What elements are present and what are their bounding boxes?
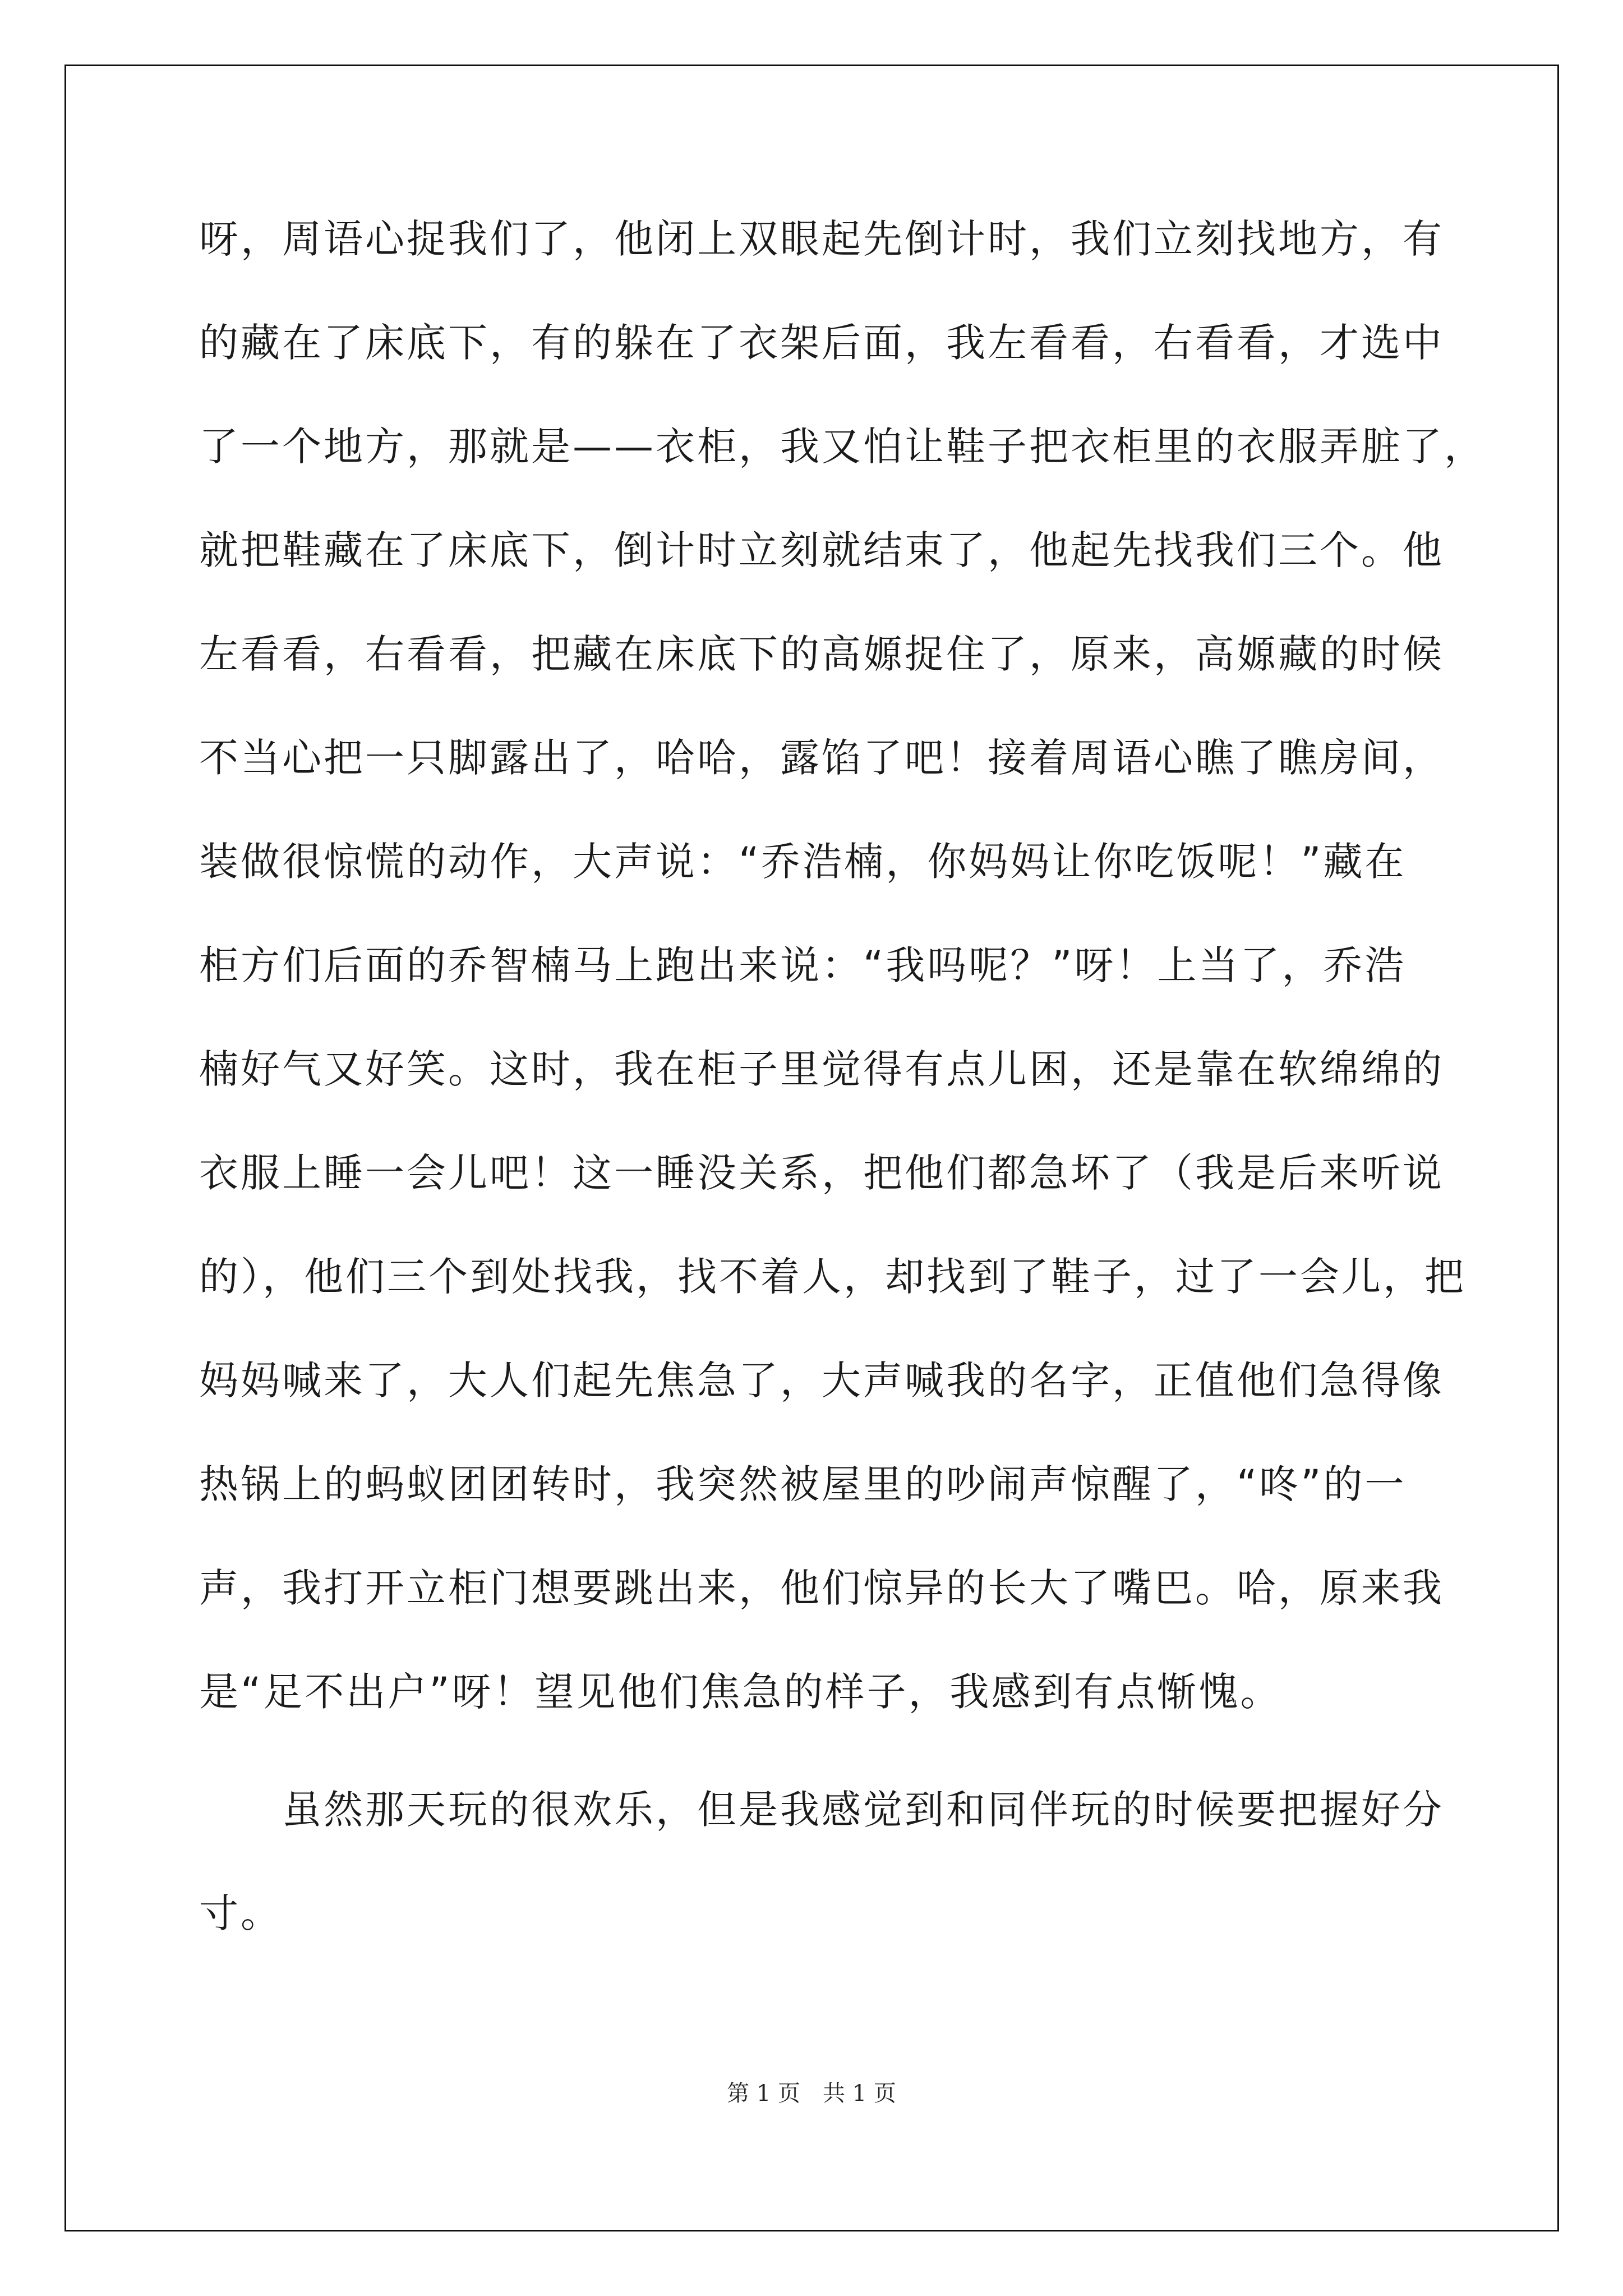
text-line: 呀，周语心捉我们了，他闭上双眼起先倒计时，我们立刻找地方，有 — [199, 216, 1444, 262]
text-line: 热锅上的蚂蚁团团转时，我突然被屋里的吵闹声惊醒了，“咚”的一 — [199, 1461, 1407, 1507]
text-line: 声，我打开立柜门想要跳出来，他们惊异的长大了嘴巴。哈，原来我 — [199, 1565, 1444, 1611]
text-line: 就把鞋藏在了床底下，倒计时立刻就结束了，他起先找我们三个。他 — [199, 527, 1444, 573]
text-line: 装做很惊慌的动作，大声说：“乔浩楠，你妈妈让你吃饭呢！”藏在 — [199, 839, 1407, 885]
text-line: 寸。 — [199, 1890, 282, 1936]
text-line: 左看看，右看看，把藏在床底下的高嫄捉住了，原来，高嫄藏的时候 — [199, 631, 1444, 677]
page-number-footer: 第 1 页 共 1 页 — [727, 2081, 896, 2106]
text-line: 柜方们后面的乔智楠马上跑出来说：“我吗呢？”呀！上当了，乔浩 — [199, 942, 1407, 988]
text-line: 衣服上睡一会儿吧！这一睡没关系，把他们都急坏了（我是后来听说 — [199, 1150, 1444, 1196]
text-line: 虽然那天玩的很欢乐，但是我感觉到和同伴玩的时候要把握好分 — [199, 1787, 1444, 1833]
text-line: 了一个地方，那就是——衣柜，我又怕让鞋子把衣柜里的衣服弄脏了， — [199, 424, 1486, 470]
text-line: 是“足不出户”呀！望见他们焦急的样子，我感到有点惭愧。 — [199, 1669, 1282, 1715]
text-line: 妈妈喊来了，大人们起先焦急了，大声喊我的名字，正值他们急得像 — [199, 1358, 1444, 1404]
text-line: 不当心把一只脚露出了，哈哈，露馅了吧！接着周语心瞧了瞧房间， — [199, 735, 1444, 781]
text-line: 的），他们三个到处找我，找不着人，却找到了鞋子，过了一会儿，把 — [199, 1254, 1466, 1300]
text-line: 的藏在了床底下，有的躲在了衣架后面，我左看看，右看看，才选中 — [199, 320, 1444, 366]
text-line: 楠好气又好笑。这时，我在柜子里觉得有点儿困，还是靠在软绵绵的 — [199, 1046, 1444, 1092]
